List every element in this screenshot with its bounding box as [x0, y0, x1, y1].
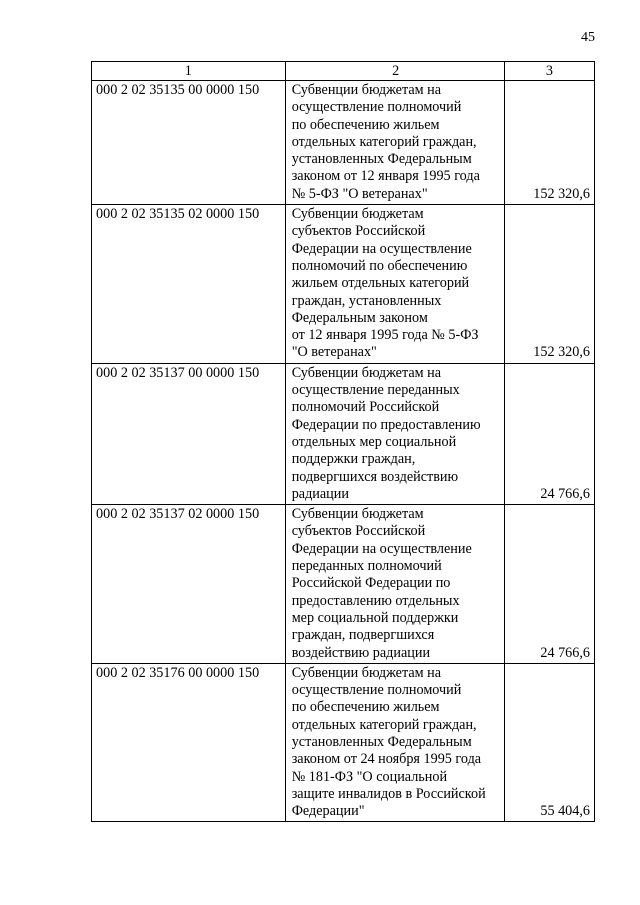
table-row: [92, 505, 595, 664]
description-line: жильем отдельных категорий: [291, 275, 470, 292]
description-line: Субвенции бюджетам: [291, 506, 424, 523]
description-line: граждан, установленных: [291, 292, 442, 309]
amount: 24 766,6: [504, 505, 594, 664]
description-line: отдельных категорий граждан,: [291, 716, 477, 733]
description-line: № 181-ФЗ "О социальной: [291, 768, 448, 785]
description-line: "О ветеранах": [291, 344, 377, 361]
table-row: [92, 205, 595, 364]
description: [285, 81, 504, 205]
amount: 55 404,6: [504, 663, 594, 822]
description-line: законом от 12 января 1995 года: [291, 168, 480, 185]
description-line: подвергшихся воздействию: [291, 468, 459, 485]
description-line: осуществление переданных: [291, 382, 460, 399]
amount: 152 320,6: [504, 81, 594, 205]
description-line: осуществление полномочий: [291, 99, 462, 116]
budget-code: 000 2 02 35137 02 0000 150: [92, 505, 286, 664]
description-line: по обеспечению жильем: [291, 699, 440, 716]
description-line: от 12 января 1995 года № 5-ФЗ: [291, 327, 479, 344]
description-line: установленных Федеральным: [291, 151, 472, 168]
table-row: [92, 81, 595, 205]
description: [285, 663, 504, 822]
description-line: мер социальной поддержки: [291, 609, 459, 626]
description-line: осуществление полномочий: [291, 682, 462, 699]
description-line: Субвенции бюджетам: [291, 206, 424, 223]
description-line: поддержки граждан,: [291, 451, 416, 468]
description-line: переданных полномочий: [291, 558, 442, 575]
budget-code: 000 2 02 35135 00 0000 150: [92, 81, 286, 205]
table-header-row: [92, 62, 595, 81]
description-line: Федерации": [291, 803, 365, 820]
budget-code: 000 2 02 35137 00 0000 150: [92, 363, 286, 504]
description-line: защите инвалидов в Российской: [291, 785, 486, 802]
description-line: № 5-ФЗ "О ветеранах": [291, 185, 428, 202]
budget-code: 000 2 02 35135 02 0000 150: [92, 205, 286, 364]
description: [285, 363, 504, 504]
description-line: установленных Федеральным: [291, 733, 472, 750]
description-line: Российской Федерации по: [291, 575, 451, 592]
description-line: полномочий Российской: [291, 399, 440, 416]
amount: 24 766,6: [504, 363, 594, 504]
column-header-2: 2: [285, 62, 504, 81]
page-number: 45: [581, 30, 595, 45]
description-line: Субвенции бюджетам на: [291, 82, 442, 98]
description-line: Субвенции бюджетам на: [291, 664, 442, 681]
description-line: по обеспечению жильем: [291, 116, 440, 133]
budget-code: 000 2 02 35176 00 0000 150: [92, 663, 286, 822]
description-line: граждан, подвергшихся: [291, 627, 435, 644]
amount: 152 320,6: [504, 205, 594, 364]
description-line: воздействию радиации: [291, 644, 431, 661]
budget-table: [91, 61, 595, 822]
description-line: Федерации на осуществление: [291, 540, 472, 557]
description-line: полномочий по обеспечению: [291, 257, 468, 274]
description-line: субъектов Российской: [291, 523, 426, 540]
description-line: отдельных категорий граждан,: [291, 133, 477, 150]
description-line: радиации: [291, 485, 349, 502]
description-line: законом от 24 ноября 1995 года: [291, 751, 482, 768]
column-header-1: 1: [92, 62, 286, 81]
description: [285, 505, 504, 664]
description-line: предоставлению отдельных: [291, 592, 460, 609]
description: [285, 205, 504, 364]
description-line: Федеральным законом: [291, 309, 428, 326]
description-line: Федерации по предоставлению: [291, 416, 481, 433]
column-header-3: 3: [504, 62, 594, 81]
description-line: субъектов Российской: [291, 223, 426, 240]
table-row: [92, 663, 595, 822]
table-row: [92, 363, 595, 504]
description-line: Федерации на осуществление: [291, 240, 472, 257]
description-line: отдельных мер социальной: [291, 433, 457, 450]
description-line: Субвенции бюджетам на: [291, 364, 442, 381]
